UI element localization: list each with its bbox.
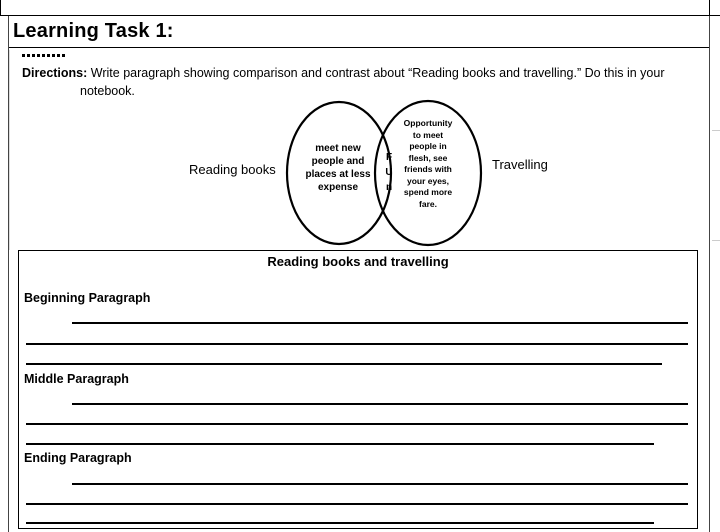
venn-overlap-letter: U: [385, 167, 393, 178]
venn-right-label: Travelling: [492, 157, 548, 172]
venn-right-line: people in: [409, 141, 447, 151]
venn-left-label: Reading books: [189, 162, 276, 177]
directions-text-cont: notebook.: [80, 84, 135, 98]
writing-line[interactable]: [26, 503, 688, 505]
writing-line[interactable]: [26, 423, 688, 425]
page-title: Learning Task 1:: [13, 20, 174, 42]
venn-right-line: fare.: [419, 198, 437, 209]
venn-left-line: expense: [317, 182, 359, 193]
venn-overlap-letter: n: [385, 182, 393, 193]
venn-left-line: people and: [311, 156, 365, 167]
writing-line[interactable]: [26, 343, 688, 345]
worksheet-title: Reading books and travelling: [267, 254, 449, 269]
venn-right-line: your eyes,: [406, 175, 450, 186]
writing-line[interactable]: [26, 363, 662, 365]
writing-line[interactable]: [26, 443, 654, 445]
venn-overlap-letter: F: [385, 152, 393, 163]
venn-overlap-text: [383, 150, 395, 195]
section-heading-ending: Ending Paragraph: [24, 451, 132, 465]
venn-right-line: spend more: [403, 187, 453, 197]
venn-left-line: meet new: [315, 143, 361, 154]
venn-left-line: places at less: [305, 169, 371, 180]
writing-line[interactable]: [26, 522, 654, 524]
writing-line[interactable]: [72, 322, 688, 324]
venn-right-line: flesh, see: [408, 152, 448, 163]
venn-left-text: [302, 142, 374, 194]
directions-text: Write paragraph showing comparison and contrast about “Reading books and travelling.” Do this in your: [90, 66, 665, 80]
venn-right-line: friends with: [404, 164, 452, 174]
venn-right-line: to meet: [412, 129, 444, 140]
venn-right-text: [396, 118, 460, 210]
writing-line[interactable]: [72, 483, 688, 485]
venn-right-line: Opportunity: [403, 118, 453, 128]
directions-label: Directions:: [22, 66, 88, 80]
section-heading-beginning: Beginning Paragraph: [24, 291, 151, 305]
writing-line[interactable]: [72, 403, 688, 405]
section-heading-middle: Middle Paragraph: [24, 372, 129, 386]
